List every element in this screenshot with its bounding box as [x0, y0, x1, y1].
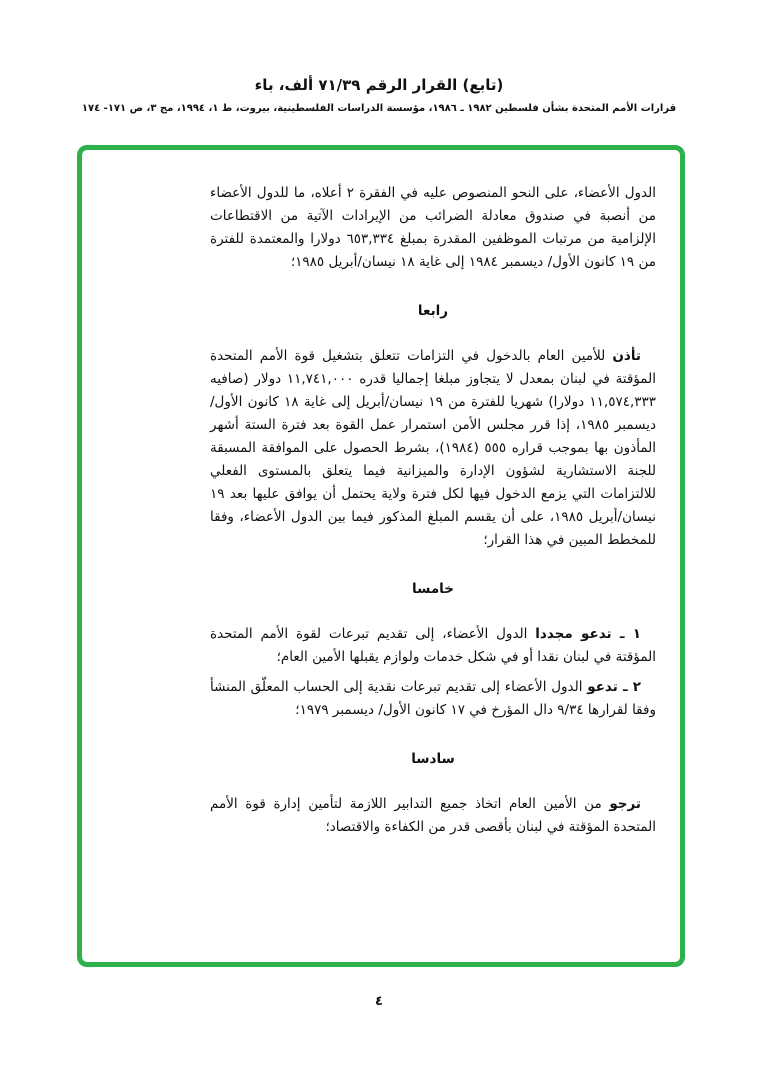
paragraph-sixth-text: من الأمين العام اتخاذ جميع التدابير اللازمة لتأمين إدارة قوة الأمم المتحدة المؤقتة في لبنان بأقصى قدر من الكفاءة والاقتصاد؛: [210, 796, 656, 835]
page-footer: [0, 994, 758, 1009]
paragraph-fourth-text: للأمين العام بالدخول في التزامات تتعلق بتشغيل قوة الأمم المتحدة المؤقتة في لبنان بمعدل لا يتجاوز مبلغا إجماليا قدره ١١,٧٤١,٠٠٠ دولار (صافيه ١١,٥٧٤,٣٣٣ دولارا) شهريا للفترة من ١٩ نيسان/أبريل إلى غاية ١٨ كانون الأول/ديسمبر ١٩٨٥، إذا قرر مجلس الأمن استمرار عمل القوة بعد فترة الستة أشهر المأذون بها بموجب قراره ٥٥٥ (١٩٨٤)، بشرط الحصول على الموافقة المسبقة للجنة الاستشارية لشؤون الإدارة والميزانية فيما يتعلق بالمستوى الفعلي للالتزامات التي يزمع الدخول فيها لكل فترة ولاية يحتمل أن يوافق عليها بعد ١٩ نيسان/أبريل ١٩٨٥، على أن يقسم المبلغ المذكور فيما بين الدول الأعضاء، وفقا للمخطط المبين في هذا القرار؛: [210, 348, 656, 548]
page-number: ٤: [375, 994, 383, 1009]
list-item-2-text: الدول الأعضاء إلى تقديم تبرعات نقدية إلى الحساب المعلّق المنشأ وفقا لقرارها ٩/٣٤ دال المؤرخ في ١٧ كانون الأول/ ديسمبر ١٩٧٩؛: [210, 679, 656, 718]
paragraph-fourth: [210, 345, 656, 552]
section-heading-sixth: سادسا: [411, 751, 455, 767]
section-heading-fourth: رابعا: [417, 303, 449, 319]
resolution-title: (تابع) القرار الرقم ٧١/٣٩ ألف، باء: [254, 76, 504, 94]
source-citation: قرارات الأمم المتحدة بشأن فلسطين ١٩٨٢ ـ ١٩٨٦، مؤسسة الدراسات الفلسطينية، بيروت، ط ١، ١٩٩٤، مج ٣، ص ١٧١- ١٧٤: [81, 103, 677, 114]
paragraph-sixth-lead: ترجو: [609, 796, 641, 812]
content-frame: [77, 145, 685, 967]
list-item-1-lead: ١ ـ تدعو مجددا: [535, 626, 641, 642]
paragraph-intro: الدول الأعضاء، على النحو المنصوص عليه في الفقرة ٢ أعلاه، ما للدول الأعضاء من أنصبة في صندوق معادلة الضرائب من الإيرادات الآتية من الاقتطاعات الإلزامية من مرتبات الموظفين المقدرة بمبلغ ٦٥٣,٣٣٤ دولارا والمعتمدة للفترة من ١٩ كانون الأول/ ديسمبر ١٩٨٤ إلى غاية ١٨ نيسان/أبريل ١٩٨٥؛: [210, 185, 656, 270]
paragraph-fourth-lead: تأذن: [612, 348, 641, 364]
section-heading-fifth: خامسا: [412, 581, 454, 597]
list-item-1: [210, 623, 656, 669]
paragraph-sixth: [210, 793, 656, 839]
list-item-2-lead: ٢ ـ تدعو: [587, 679, 641, 695]
body-text: [82, 150, 680, 839]
list-item-2: [210, 676, 656, 722]
list-item-1-text: الدول الأعضاء، إلى تقديم تبرعات لقوة الأمم المتحدة المؤقتة في لبنان نقدا أو في شكل خدمات ولوازم يقبلها الأمين العام؛: [210, 626, 656, 665]
page-header: [0, 0, 758, 114]
